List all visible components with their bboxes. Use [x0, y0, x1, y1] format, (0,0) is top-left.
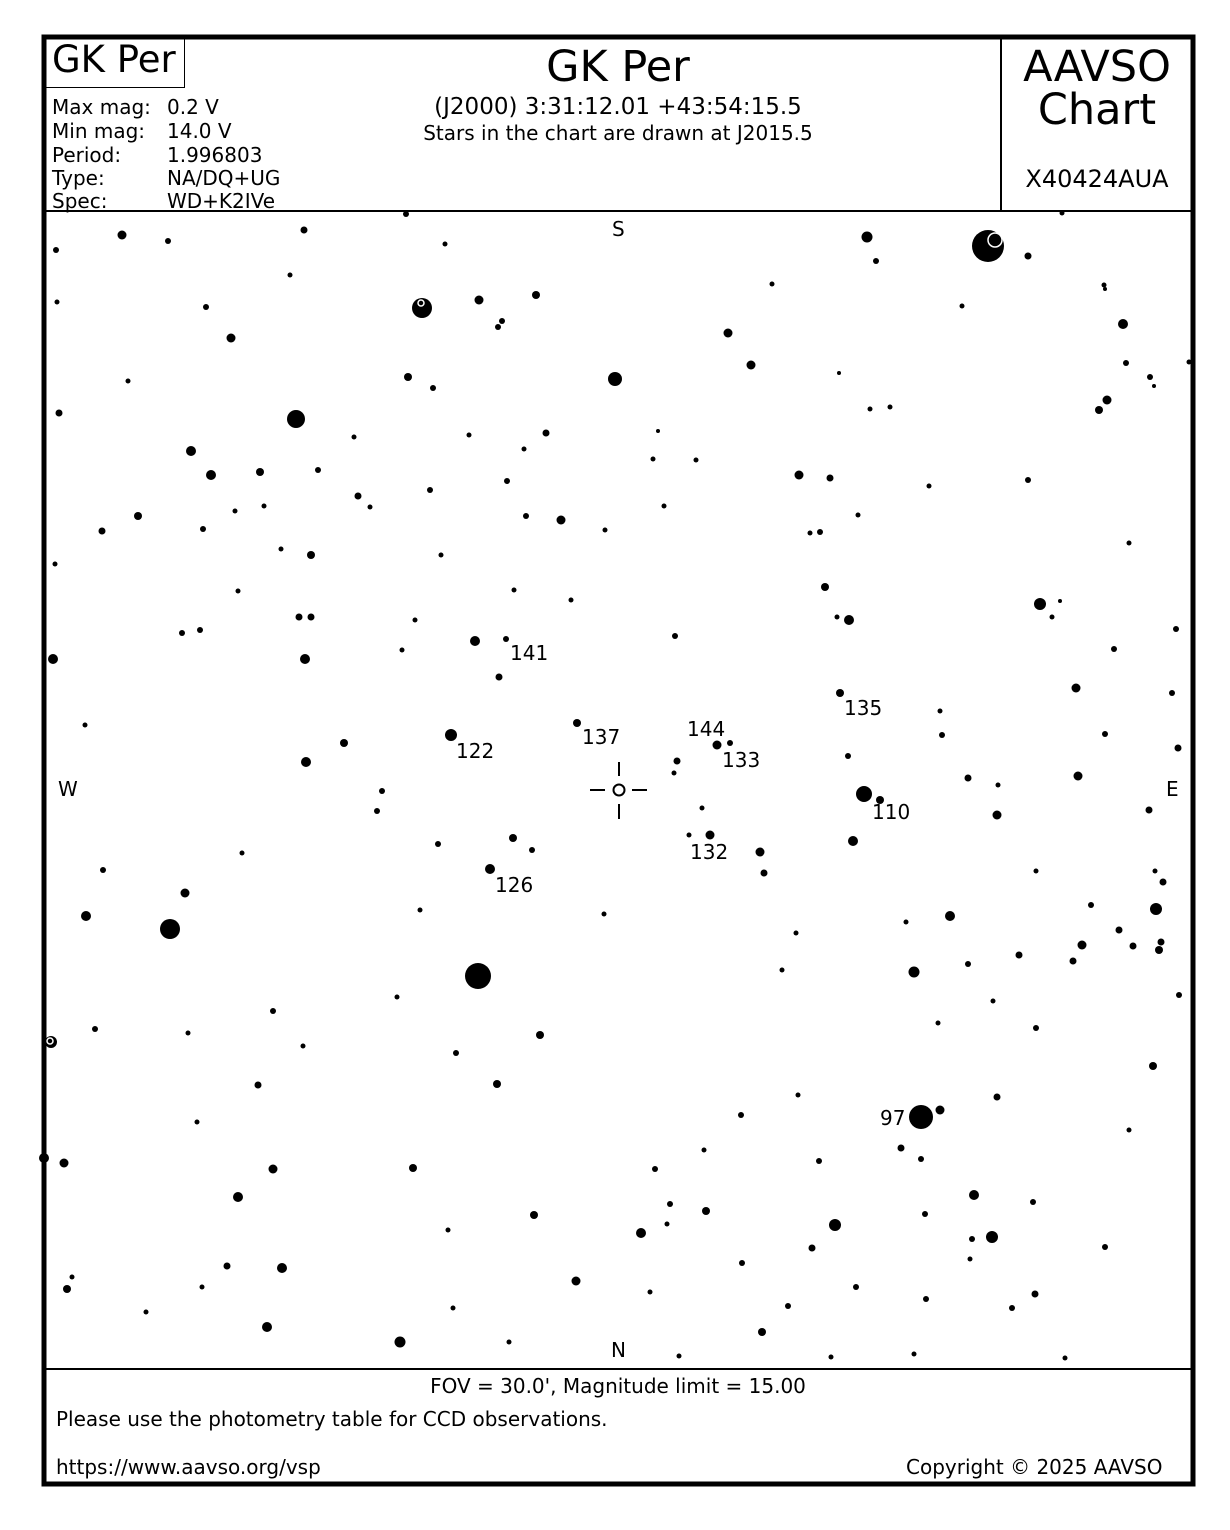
star [236, 589, 241, 594]
info-label-period: Period: [52, 143, 122, 167]
star [427, 487, 433, 493]
star [203, 304, 209, 310]
info-label-type: Type: [52, 166, 105, 190]
star [435, 841, 441, 847]
star [829, 1355, 834, 1360]
star [186, 446, 196, 456]
star [1030, 1199, 1036, 1205]
star [724, 329, 733, 338]
star [1111, 646, 1117, 652]
chart-label: Chart [1037, 85, 1157, 135]
star [296, 614, 303, 621]
star [99, 528, 106, 535]
star [996, 783, 1001, 788]
star [355, 493, 362, 500]
star [200, 1285, 205, 1290]
star [493, 1080, 501, 1088]
star [991, 999, 996, 1004]
star [853, 1284, 859, 1290]
star [400, 648, 405, 653]
star [986, 1231, 998, 1243]
star [255, 1082, 262, 1089]
star [134, 512, 142, 520]
star [922, 1211, 928, 1217]
star [395, 1337, 406, 1348]
star [499, 318, 505, 324]
star [1033, 1025, 1039, 1031]
star [277, 1263, 287, 1273]
star [523, 513, 529, 519]
star [727, 740, 733, 746]
star [1032, 1291, 1039, 1298]
star [395, 995, 400, 1000]
star [909, 967, 920, 978]
star [1103, 287, 1107, 291]
comparison-label: 141 [510, 641, 549, 665]
star [694, 458, 699, 463]
info-label-max-mag: Max mag: [52, 95, 151, 119]
fov-text: FOV = 30.0', Magnitude limit = 15.00 [430, 1374, 806, 1398]
star [572, 1277, 581, 1286]
star [1169, 690, 1175, 696]
star [1152, 384, 1156, 388]
star [927, 484, 932, 489]
star [1025, 253, 1032, 260]
star [1123, 360, 1129, 366]
comparison-label: 110 [872, 800, 911, 824]
star [509, 834, 517, 842]
star [467, 433, 472, 438]
star [808, 531, 813, 536]
star [100, 867, 106, 873]
star [868, 407, 873, 412]
star [81, 911, 91, 921]
star [888, 405, 893, 410]
star [965, 775, 972, 782]
info-value-min-mag: 14.0 V [167, 119, 232, 143]
star [848, 836, 858, 846]
star [307, 551, 315, 559]
star [70, 1275, 75, 1280]
star [443, 242, 448, 247]
star [532, 291, 540, 299]
comparison-label: 132 [690, 840, 729, 864]
star [969, 1190, 979, 1200]
star [835, 615, 840, 620]
star [301, 757, 311, 767]
chart-title: GK Per [546, 42, 690, 92]
star [56, 410, 63, 417]
star [530, 1211, 538, 1219]
star [543, 430, 550, 437]
star [55, 300, 60, 305]
star [287, 410, 305, 428]
star [827, 475, 834, 482]
star [1127, 541, 1132, 546]
star [475, 296, 484, 305]
star [756, 848, 765, 857]
star [738, 1112, 744, 1118]
star [233, 1192, 243, 1202]
star [1147, 374, 1153, 380]
star [233, 509, 238, 514]
star [1058, 599, 1062, 603]
star [1034, 869, 1039, 874]
star [1025, 477, 1031, 483]
star [700, 806, 705, 811]
star [279, 547, 284, 552]
coordinates: (J2000) 3:31:12.01 +43:54:15.5 [434, 94, 802, 120]
star [651, 457, 656, 462]
vsp-link[interactable]: https://www.aavso.org/vsp [56, 1455, 321, 1479]
star [92, 1026, 98, 1032]
star [569, 598, 574, 603]
star [796, 1093, 801, 1098]
star [665, 1222, 670, 1227]
star [522, 447, 527, 452]
star [60, 1159, 69, 1168]
compass-west: W [58, 777, 78, 801]
star [379, 788, 385, 794]
star [706, 831, 715, 840]
star [413, 618, 418, 623]
compass-east: E [1166, 777, 1179, 801]
star [495, 324, 501, 330]
star [269, 1165, 278, 1174]
star [1078, 941, 1087, 950]
star [785, 1303, 791, 1309]
star [672, 771, 677, 776]
star [1118, 319, 1128, 329]
star [165, 238, 171, 244]
epoch-note: Stars in the chart are drawn at J2015.5 [423, 121, 813, 145]
star [821, 583, 829, 591]
star [200, 526, 206, 532]
info-label-min-mag: Min mag: [52, 119, 146, 143]
star [179, 630, 185, 636]
star [602, 912, 607, 917]
star [118, 231, 127, 240]
star [652, 1166, 658, 1172]
star [465, 963, 491, 989]
star [1088, 902, 1094, 908]
star [262, 1322, 272, 1332]
star [1155, 946, 1163, 954]
star [856, 513, 861, 518]
star [1103, 396, 1112, 405]
star [1070, 958, 1077, 965]
star [761, 870, 768, 877]
aavso-label: AAVSO [1023, 42, 1171, 92]
star [993, 811, 1002, 820]
star [780, 968, 785, 973]
star [909, 1105, 933, 1129]
star [1187, 360, 1192, 365]
copyright: Copyright © 2025 AAVSO [906, 1455, 1163, 1479]
star [1102, 1244, 1108, 1250]
comparison-label: 137 [582, 725, 621, 749]
star [1034, 598, 1046, 610]
comparison-label: 144 [687, 717, 726, 741]
star [573, 719, 581, 727]
star [470, 636, 480, 646]
star [608, 372, 622, 386]
star [687, 833, 692, 838]
star [677, 1354, 682, 1359]
star [904, 920, 909, 925]
star [1146, 807, 1153, 814]
star [873, 258, 879, 264]
star [918, 1156, 924, 1162]
star [960, 304, 965, 309]
star [485, 864, 495, 874]
star [227, 334, 236, 343]
star [430, 385, 436, 391]
star [648, 1290, 653, 1295]
star [1160, 879, 1167, 886]
info-value-period: 1.996803 [167, 143, 263, 167]
star [48, 654, 58, 664]
comparison-label: 133 [722, 748, 761, 772]
star [557, 516, 566, 525]
star [39, 1153, 49, 1163]
compass-north: N [611, 1338, 626, 1362]
star [912, 1352, 917, 1357]
star [816, 1158, 822, 1164]
star [672, 633, 678, 639]
info-value-spec: WD+K2IVe [167, 189, 276, 213]
star [656, 429, 660, 433]
star [1116, 927, 1123, 934]
star [446, 1228, 451, 1233]
outer-frame [44, 37, 1193, 1484]
star [126, 379, 131, 384]
star [63, 1285, 71, 1293]
star [794, 931, 799, 936]
star [829, 1219, 841, 1231]
variable-star [412, 298, 432, 318]
star [1074, 772, 1083, 781]
target-reticle [590, 762, 647, 819]
star [374, 808, 380, 814]
star [739, 1260, 745, 1266]
star [507, 1340, 512, 1345]
star [181, 889, 190, 898]
star [404, 373, 412, 381]
star [969, 1236, 975, 1242]
star [300, 654, 310, 664]
chart-id: X40424AUA [1025, 165, 1169, 193]
star [809, 1245, 816, 1252]
star [340, 739, 348, 747]
star [994, 1094, 1001, 1101]
star [939, 732, 945, 738]
star [262, 504, 267, 509]
star [240, 851, 245, 856]
star [308, 614, 315, 621]
star [674, 758, 681, 765]
star [837, 371, 841, 375]
star [256, 468, 264, 476]
star [352, 435, 357, 440]
star [862, 232, 873, 243]
star [1158, 939, 1165, 946]
star [1127, 1128, 1132, 1133]
star [1149, 1062, 1157, 1070]
star [224, 1263, 231, 1270]
star [1130, 943, 1137, 950]
star [1016, 952, 1023, 959]
comparison-label: 135 [844, 696, 883, 720]
star [1063, 1356, 1068, 1361]
star [936, 1106, 945, 1115]
star [702, 1207, 710, 1215]
info-value-type: NA/DQ+UG [167, 166, 281, 190]
star [536, 1031, 544, 1039]
compass-south: S [612, 217, 625, 241]
star [667, 1201, 673, 1207]
star [529, 847, 535, 853]
star [1150, 903, 1162, 915]
star [504, 478, 510, 484]
star [1153, 869, 1158, 874]
star [747, 361, 756, 370]
star [945, 911, 955, 921]
star [206, 470, 216, 480]
star [53, 247, 59, 253]
star [898, 1145, 905, 1152]
star [702, 1148, 707, 1153]
star [418, 908, 423, 913]
star [1009, 1305, 1015, 1311]
star [636, 1228, 646, 1238]
star [315, 467, 321, 473]
star [1102, 283, 1107, 288]
star [758, 1328, 766, 1336]
star [817, 529, 823, 535]
star [144, 1310, 149, 1315]
star [1050, 615, 1055, 620]
star [368, 505, 373, 510]
star [603, 528, 608, 533]
star [965, 961, 971, 967]
star [451, 1306, 456, 1311]
star [83, 723, 88, 728]
star [1072, 684, 1081, 693]
star [795, 471, 804, 480]
star [1095, 406, 1103, 414]
star [160, 919, 180, 939]
star [1176, 992, 1182, 998]
star [968, 1257, 973, 1262]
star [301, 1044, 306, 1049]
star [1173, 626, 1179, 632]
star [770, 282, 775, 287]
star [1060, 211, 1065, 216]
star [1175, 745, 1182, 752]
star [439, 553, 444, 558]
star [197, 627, 203, 633]
star [713, 741, 722, 750]
comparison-label: 97 [880, 1106, 906, 1130]
star [923, 1296, 929, 1302]
comparison-label: 126 [495, 873, 534, 897]
star [845, 753, 851, 759]
star [936, 1021, 941, 1026]
star [938, 709, 943, 714]
star [1102, 731, 1108, 737]
comparison-label: 122 [456, 739, 495, 763]
star-name-box-label: GK Per [52, 38, 176, 81]
star [288, 273, 293, 278]
star [844, 615, 854, 625]
star [662, 504, 667, 509]
star [301, 227, 308, 234]
star [270, 1008, 276, 1014]
info-label-spec: Spec: [52, 189, 108, 213]
info-value-max-mag: 0.2 V [167, 95, 219, 119]
star [403, 211, 409, 217]
star [856, 786, 872, 802]
star [836, 689, 844, 697]
star [503, 636, 509, 642]
star [53, 562, 58, 567]
star [512, 588, 517, 593]
ccd-note: Please use the photometry table for CCD observations. [56, 1407, 608, 1431]
star [409, 1164, 417, 1172]
star [453, 1050, 459, 1056]
star [195, 1120, 200, 1125]
star [496, 674, 503, 681]
star [186, 1031, 191, 1036]
